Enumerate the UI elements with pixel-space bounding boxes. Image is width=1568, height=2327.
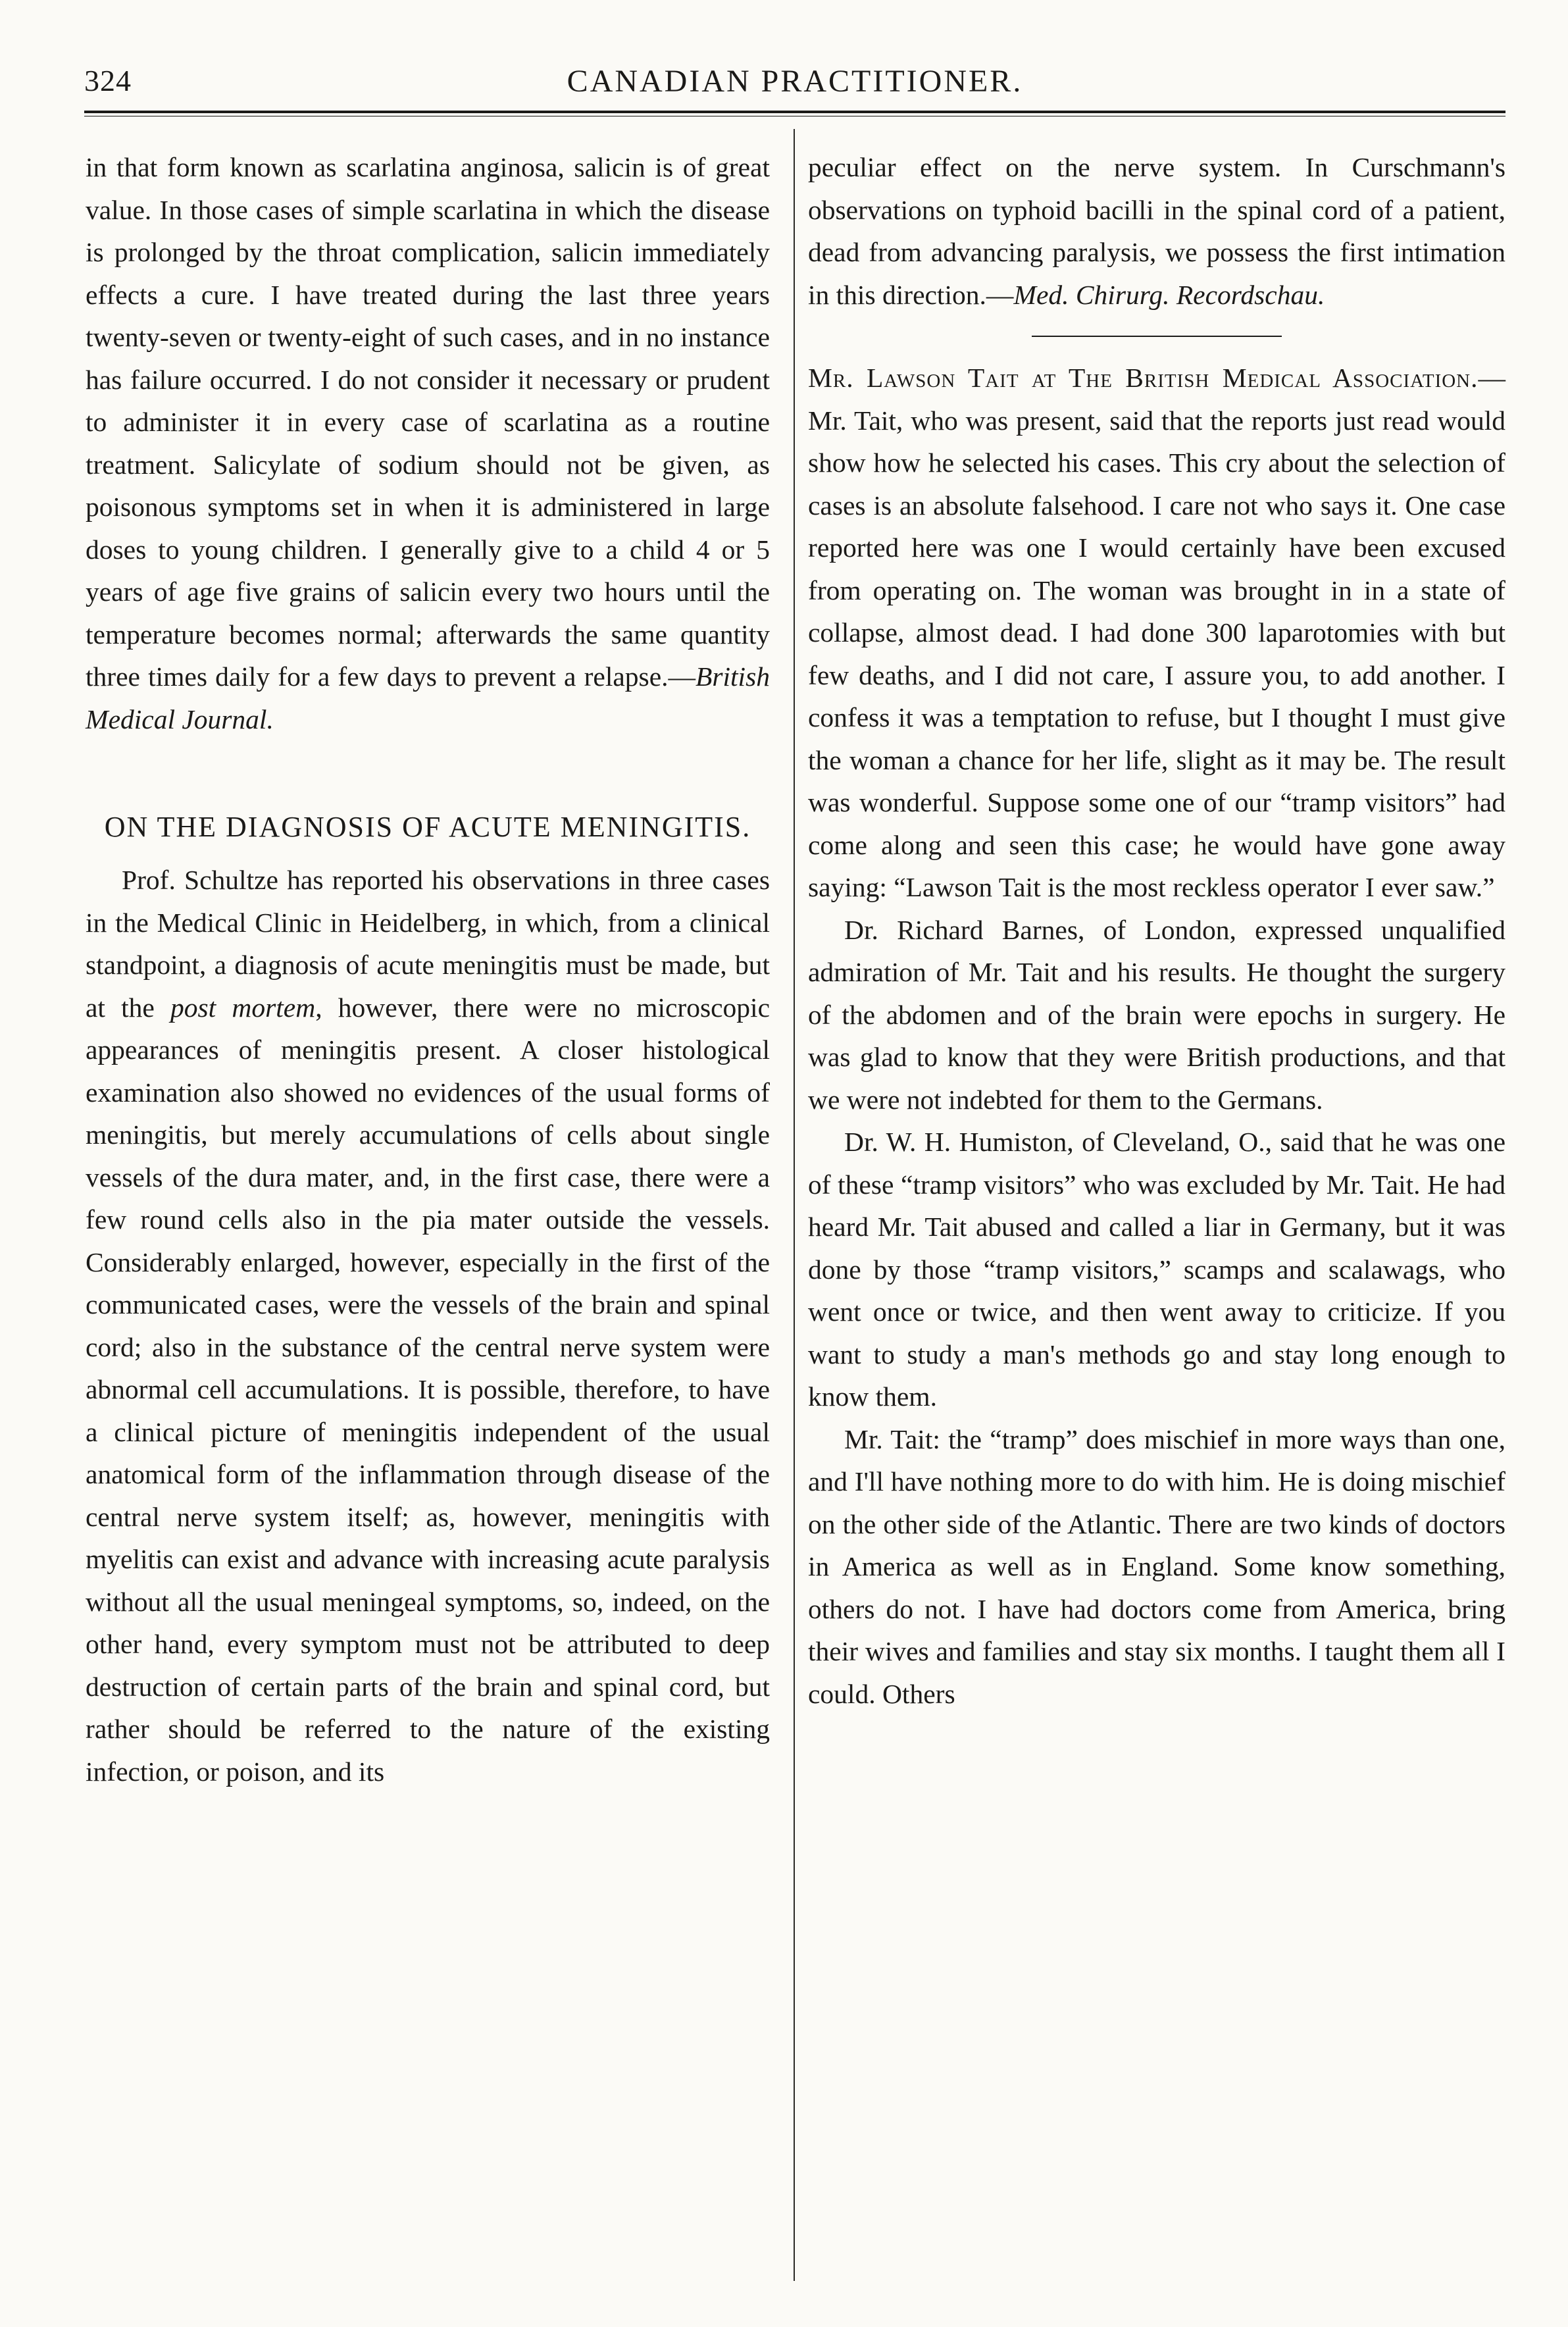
meningitis-text-b: , however, there were no microscopic appearances of meningitis present. A closer histological examination also showed no evidences of the usual forms of meningitis, but merely accumulations of cells about single vessels of the dura mater, and, in the first case, there were a few round cells also in the pia mater outside the vessels. Considerably enlarged, however, especially in the first of the communicated cases, were the vessels of the brain and spinal cord; also in the substance of the central nerve system were abnormal cell accumulations. It is possible, therefore, to have a clinical picture of meningitis independent of the usual anatomical form of the inflammation through disease of the central nerve system itself; as, however, meningitis with myelitis can exist and advance with increasing acute paralysis without all the usual meningeal symptoms, so, indeed, on the other hand, every symptom must not be attributed to deep destruction of certain parts of the brain and spinal cord, but rather should be referred to the nature of the existing infection, or poison, and its (86, 992, 770, 1787)
journal-title: CANADIAN PRACTITIONER. (567, 64, 1023, 99)
humiston-paragraph: Dr. W. H. Humiston, of Cleveland, O., said that he was one of these “tramp visitors” who was excluded by Mr. Tait. He had heard Mr. Tait abused and called a liar in Germany, but it was done by those “tramp visitors,” scamps and scalawags, who went once or twice, and then went away to criticize. If you want to study a man's methods go and stay long enough to know them. (808, 1127, 1505, 1412)
source-citation-recordschau: Med. Chirurg. Recordschau. (1013, 279, 1325, 310)
scarlatina-text: in that form known as scarlatina anginosa, salicin is of great value. In those cases of simple scarlatina in which the disease is prolonged by the throat complication, salicin immediately effects a cure. I have treated during the last three years twenty-seven or twenty-eight of such cases, and in no instance has failure occurred. I do not consider it necessary or prudent to administer it in every case of scarlatina as a routine treatment. Salicylate of sodium should not be given, as poisonous symptoms set in when it is administered in large doses to young children. I generally give to a child 4 or 5 years of age five grains of salicin every two hours until the temperature becomes normal; afterwards the same quantity three times daily for a few days to prevent a relapse.— (86, 152, 770, 692)
source-citation-bmj: British Medical Journal. (86, 661, 770, 734)
tait-reply-paragraph: Mr. Tait: the “tramp” does mischief in more ways than one, and I'll have nothing more to do with him. He is doing mischief on the other side of the Atlantic. There are two kinds of doctors in America as well as in England. Some know something, others do not. I have had doctors come from America, bring their wives and families and stay six months. I taught them all I could. Others (808, 1423, 1505, 1709)
curschmann-text: peculiar effect on the nerve system. In Curschmann's observations on typhoid bacilli in the spinal cord of a patient, dead from advancing paralysis, we possess the first intimation in this direction.— (808, 152, 1505, 310)
header-rule (84, 111, 1505, 116)
meningitis-paragraph (86, 859, 770, 1793)
page-number: 324 (84, 64, 132, 97)
barnes-paragraph: Dr. Richard Barnes, of London, expressed unqualified admiration of Mr. Tait and his results. He thought the surgery of the abdomen and of the brain were epochs in surgery. He was glad to know that they were British productions, and that we were not indebted for them to the Germans. (808, 914, 1505, 1115)
lawson-tait-paragraph (808, 357, 1505, 909)
meningitis-text-a: Prof. Schultze has reported his observations in three cases in the Medical Clinic in Heidelberg, in which, from a clinical standpoint, a diagnosis of acute meningitis must be made, but at the (86, 865, 770, 1023)
left-column (86, 146, 770, 1793)
column-divider (794, 129, 795, 2281)
scarlatina-paragraph (86, 146, 770, 740)
running-head (84, 57, 1505, 109)
lawson-tait-text: —Mr. Tait, who was present, said that the reports just read would show how he selected his cases. This cry about the selection of cases is an absolute falsehood. I care not who says it. One case reported here was one I would certainly have been excused from operating on. The woman was brought in in a state of collapse, almost dead. I had done 300 laparotomies with but few deaths, and I did not care, I assure you, to add another. I confess it was a temptation to refuse, but I thought I must give the woman a chance for her life, slight as it may be. The result was wonderful. Suppose some one of our “tramp visitors” had come along and seen this case; he would have gone away saying: “Lawson Tait is the most reckless operator I ever saw.” (808, 363, 1505, 902)
curschmann-paragraph (808, 146, 1505, 316)
lawson-tait-heading: Mr. Lawson Tait at The British Medical Association. (808, 363, 1479, 393)
article-heading-meningitis: ON THE DIAGNOSIS OF ACUTE MENINGITIS. (104, 811, 751, 843)
section-rule (1032, 336, 1282, 337)
right-column (808, 146, 1505, 1715)
post-mortem-italic: post mortem (170, 992, 316, 1023)
